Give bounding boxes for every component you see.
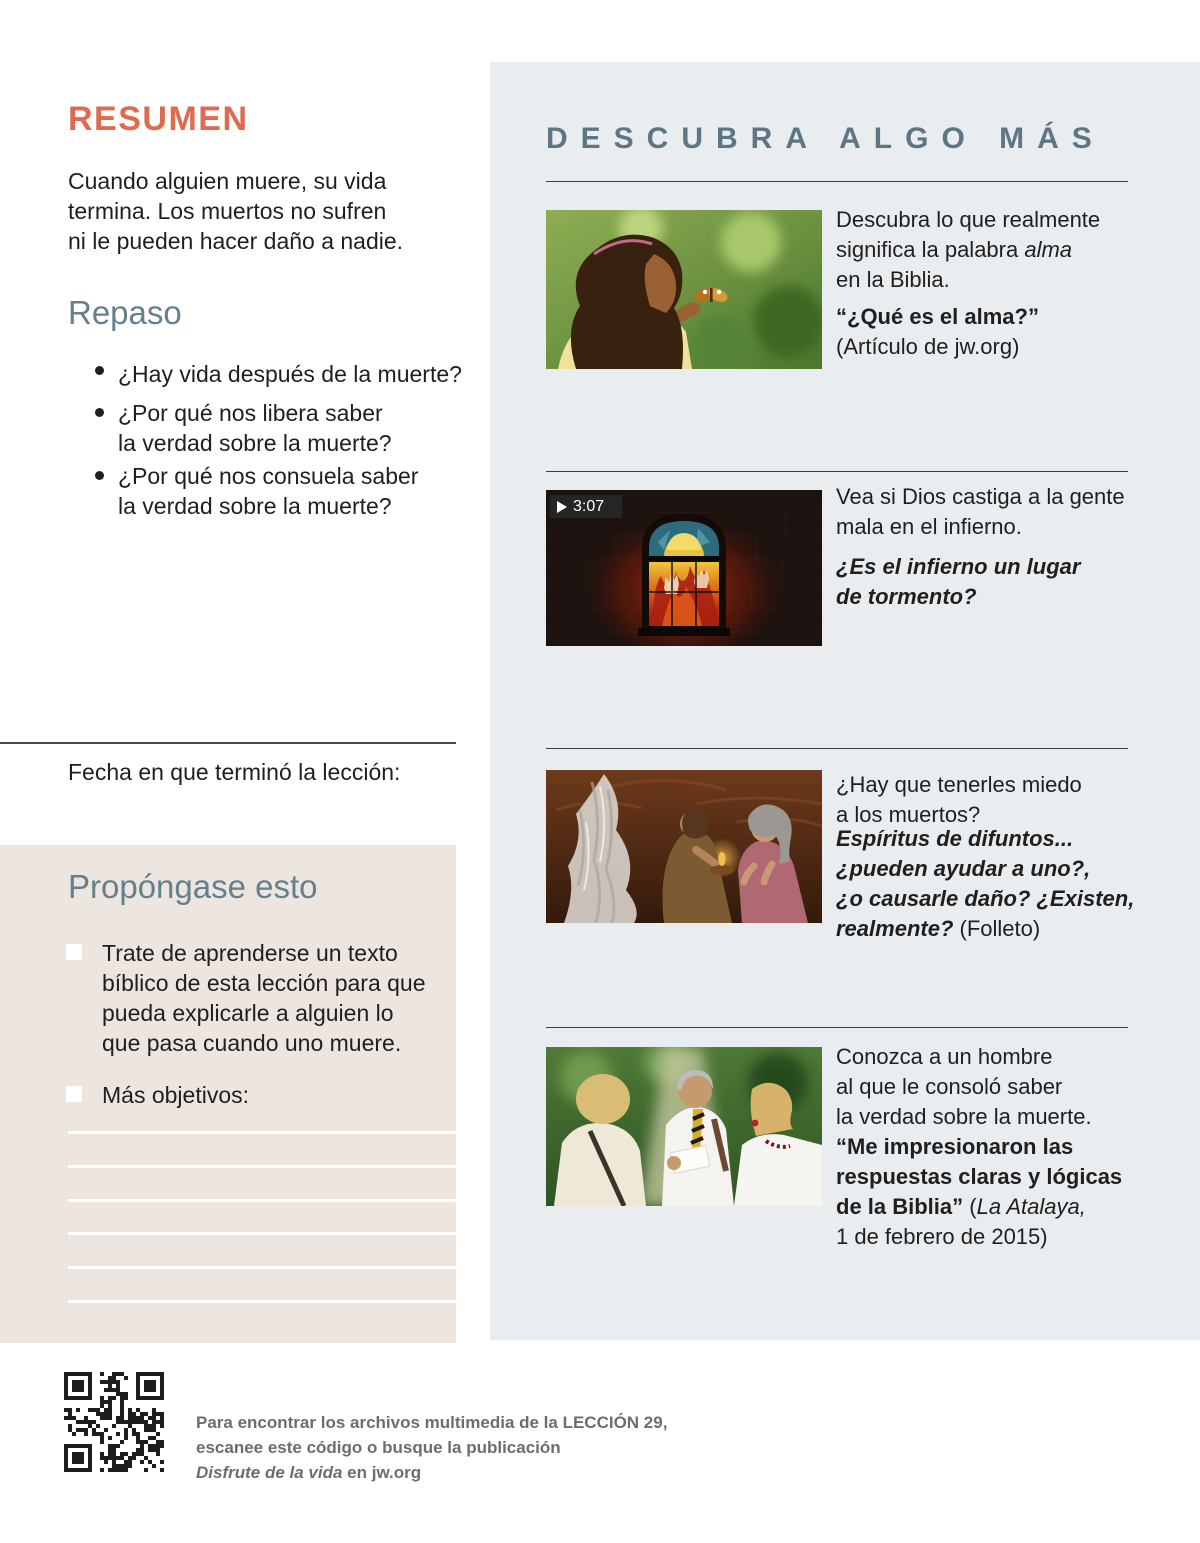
entry2-description	[836, 482, 1125, 542]
entry2-title-line: ¿Es el infierno un lugar	[836, 554, 1081, 579]
entry2-title-line: de tormento?	[836, 584, 977, 609]
entry-divider	[546, 1027, 1128, 1028]
entry1-line: en la Biblia.	[836, 267, 950, 292]
repaso-bullet-2	[95, 398, 392, 458]
bullet-line: la verdad sobre la muerte?	[118, 430, 392, 456]
video-duration-badge[interactable]	[550, 495, 622, 518]
bullet-line: ¿Por qué nos consuela saber	[118, 463, 419, 489]
bullet-line: ¿Hay vida después de la muerte?	[118, 361, 462, 387]
left-divider	[0, 742, 456, 744]
goal-line: pueda explicarle a alguien lo	[102, 1000, 394, 1026]
goals-title: Propóngase esto	[68, 868, 318, 905]
bullet-line: ¿Por qué nos libera saber	[118, 400, 383, 426]
write-line[interactable]	[68, 1300, 456, 1303]
goal-item-2: Más objetivos:	[102, 1082, 250, 1108]
repaso-bullet-1	[95, 359, 462, 389]
qr-code	[64, 1372, 164, 1472]
entry3-format-label: (Folleto)	[953, 916, 1041, 941]
entry4-magazine-name: La Atalaya,	[976, 1194, 1086, 1219]
entry4-line: al que le consoló saber	[836, 1074, 1063, 1099]
entry2-line: Vea si Dios castiga a la gente	[836, 484, 1125, 509]
write-line[interactable]	[68, 1165, 456, 1168]
write-line[interactable]	[68, 1131, 456, 1134]
girl-with-butterfly-art	[546, 210, 822, 369]
publication-title: Disfrute de la vida	[196, 1463, 343, 1482]
entry1-line	[836, 235, 1100, 265]
entry2-line: mala en el infierno.	[836, 514, 1022, 539]
play-icon	[557, 501, 567, 513]
entry-divider	[546, 181, 1128, 182]
entry2-video-title[interactable]	[836, 552, 1080, 612]
entry1-term-alma: alma	[1024, 237, 1073, 262]
entry4-title-part: de la Biblia”	[836, 1194, 964, 1219]
descubra-title: DESCUBRA ALGO MÁS	[546, 122, 1105, 155]
entry1-description	[836, 205, 1100, 295]
entry3-title-part: realmente?	[836, 916, 954, 941]
write-line[interactable]	[68, 1199, 456, 1202]
ministry-scene-art	[546, 1047, 822, 1206]
write-line[interactable]	[68, 1232, 456, 1235]
footer-line: Para encontrar los archivos multimedia de la LECCIÓN 29,	[196, 1413, 668, 1432]
entry4-title-line	[836, 1192, 1122, 1222]
footer-line	[196, 1460, 667, 1485]
entry1-ref-source: (Artículo de jw.org)	[836, 334, 1020, 359]
girl-with-butterfly-image[interactable]	[546, 210, 822, 369]
goal-line: bíblico de esta lección para que	[102, 970, 426, 996]
goal-line: Trate de aprenderse un texto	[102, 940, 398, 966]
entry4-line: la verdad sobre la muerte.	[836, 1104, 1092, 1129]
resumen-title: RESUMEN	[68, 100, 249, 138]
completion-date-label: Fecha en que terminó la lección:	[68, 759, 401, 785]
bullet-dot	[95, 366, 104, 375]
repaso-bullet-3	[95, 461, 418, 521]
bullet-line: la verdad sobre la muerte?	[118, 493, 392, 519]
entry3-line: a los muertos?	[836, 802, 981, 827]
entry4-source-date: 1 de febrero de 2015)	[836, 1224, 1048, 1249]
entry3-line: ¿Hay que tenerles miedo	[836, 772, 1082, 797]
bullet-dot	[95, 408, 104, 417]
entry4-description	[836, 1042, 1092, 1132]
entry3-brochure-title[interactable]	[836, 824, 1134, 944]
entry3-title-line: ¿o causarle daño? ¿Existen,	[836, 886, 1135, 911]
entry-divider	[546, 471, 1128, 472]
entry3-description	[836, 770, 1082, 830]
entry1-line: Descubra lo que realmente	[836, 207, 1101, 232]
footer-line: escanee este código o busque la publicación	[196, 1438, 561, 1457]
repaso-title: Repaso	[68, 294, 182, 331]
entry3-title-line: Espíritus de difuntos...	[836, 826, 1074, 851]
entry4-source-part: (	[963, 1194, 977, 1219]
entry4-line: Conozca a un hombre	[836, 1044, 1053, 1069]
footer-line-rest: en jw.org	[342, 1463, 422, 1482]
entry1-line-part: significa la palabra	[836, 237, 1025, 262]
goal-checkbox-1[interactable]	[66, 944, 82, 960]
entry3-title-line: ¿pueden ayudar a uno?,	[836, 856, 1091, 881]
footer-note	[196, 1410, 667, 1485]
entry1-ref-title[interactable]: “¿Qué es el alma?”	[836, 304, 1039, 329]
entry4-title-line: respuestas claras y lógicas	[836, 1164, 1123, 1189]
resumen-line: Cuando alguien muere, su vida	[68, 168, 387, 194]
entry4-title-line: “Me impresionaron las	[836, 1134, 1074, 1159]
goal-item-1	[102, 938, 426, 1058]
video-duration: 3:07	[573, 497, 605, 515]
write-line[interactable]	[68, 1266, 456, 1269]
spirit-scene-art	[546, 770, 822, 923]
resumen-paragraph	[68, 166, 403, 256]
entry4-article-title[interactable]	[836, 1132, 1122, 1252]
entry3-title-line	[836, 914, 1134, 944]
goal-line: que pasa cuando uno muere.	[102, 1030, 402, 1056]
resumen-line: ni le pueden hacer daño a nadie.	[68, 228, 404, 254]
goal-checkbox-2[interactable]	[66, 1086, 82, 1102]
ministry-conversation-image[interactable]	[546, 1047, 822, 1206]
entry-divider	[546, 748, 1128, 749]
resumen-line: termina. Los muertos no sufren	[68, 198, 387, 224]
bullet-dot	[95, 471, 104, 480]
spirit-apparition-image[interactable]	[546, 770, 822, 923]
